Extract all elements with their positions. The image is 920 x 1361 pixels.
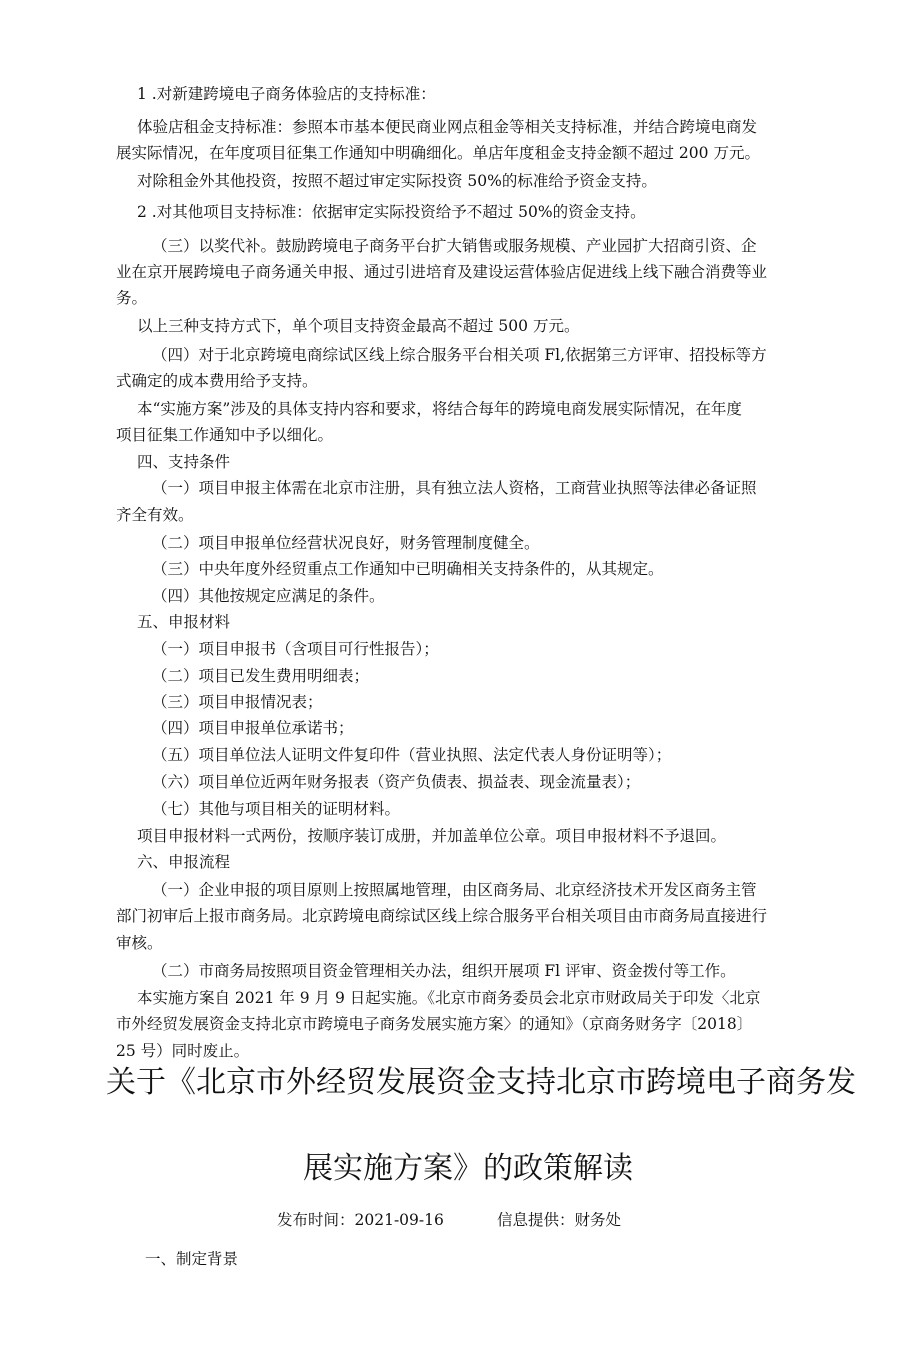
paragraph: 本实施方案自 2021 年 9 月 9 日起实施。《北京市商务委员会北京市财政局关于印发〈北京 <box>137 989 761 1007</box>
paragraph: （三）以奖代补。鼓励跨境电子商务平台扩大销售或服务规模、产业园扩大招商引资、企 <box>152 237 757 255</box>
paragraph: （四）其他按规定应满足的条件。 <box>152 587 385 605</box>
paragraph: 审核。 <box>116 934 163 952</box>
paragraph: 本“实施方案”涉及的具体支持内容和要求，将结合每年的跨境电商发展实际情况，在年度 <box>137 400 742 418</box>
paragraph: 项目征集工作通知中予以细化。 <box>116 426 334 444</box>
paragraph: 项目申报材料一式两份，按顺序装订成册，并加盖单位公章。项目申报材料不予退回。 <box>137 827 727 845</box>
article-title-line-1: 关于《北京市外经贸发展资金支持北京市跨境电子商务发 <box>106 1065 856 1100</box>
paragraph: 25 号）同时废止。 <box>116 1042 250 1060</box>
list-item: （五）项目单位法人证明文件复印件（营业执照、法定代表人身份证明等）； <box>152 746 672 764</box>
list-item: （六）项目单位近两年财务报表（资产负债表、损益表、现金流量表）； <box>152 773 641 791</box>
section-heading: 一、制定背景 <box>145 1250 239 1268</box>
paragraph: 市外经贸发展资金支持北京市跨境电子商务发展实施方案〉的通知》（京商务财务字〔2018〕 <box>116 1015 753 1033</box>
paragraph: （三）中央年度外经贸重点工作通知中已明确相关支持条件的，从其规定。 <box>152 560 664 578</box>
paragraph: 齐全有效。 <box>116 506 194 524</box>
section-heading: 六、申报流程 <box>137 853 231 871</box>
paragraph: 展实际情况，在年度项目征集工作通知中明确细化。单店年度租金支持金额不超过 200 万元。 <box>116 144 760 162</box>
article-title-line-2: 展实施方案》的政策解读 <box>303 1151 633 1186</box>
paragraph: 以上三种支持方式下，单个项目支持资金最高不超过 500 万元。 <box>137 317 580 335</box>
paragraph: 部门初审后上报市商务局。北京跨境电商综试区线上综合服务平台相关项目由市商务局直接进行 <box>116 907 768 925</box>
list-item: （七）其他与项目相关的证明材料。 <box>152 800 401 818</box>
paragraph: 体验店租金支持标准：参照本市基本便民商业网点租金等相关支持标准，并结合跨境电商发 <box>137 118 758 136</box>
section-heading: 五、申报材料 <box>137 613 231 631</box>
paragraph: 业在京开展跨境电子商务通关申报、通过引进培育及建设运营体验店促进线上线下融合消费等业 <box>116 263 768 281</box>
paragraph: （一）项目申报主体需在北京市注册，具有独立法人资格，工商营业执照等法律必备证照 <box>152 479 757 497</box>
paragraph: 2 .对其他项目支持标准：依据审定实际投资给予不超过 50%的资金支持。 <box>137 203 646 221</box>
paragraph: （一）企业申报的项目原则上按照属地管理，由区商务局、北京经济技术开发区商务主管 <box>152 881 757 899</box>
list-item: （一）项目申报书（含项目可行性报告）； <box>152 640 439 658</box>
paragraph: （四）对于北京跨境电商综试区线上综合服务平台相关项 Fl,依据第三方评审、招投标等方 <box>152 346 767 364</box>
paragraph: 式确定的成本费用给予支持。 <box>116 372 318 390</box>
paragraph: 对除租金外其他投资，按照不超过审定实际投资 50%的标准给予资金支持。 <box>137 172 657 190</box>
paragraph: （二）项目申报单位经营状况良好，财务管理制度健全。 <box>152 534 540 552</box>
list-item: （四）项目申报单位承诺书； <box>152 719 354 737</box>
paragraph: （二）市商务局按照项目资金管理相关办法，组织开展项 Fl 评审、资金拨付等工作。 <box>152 962 736 980</box>
list-item: （三）项目申报情况表； <box>152 693 323 711</box>
section-heading: 四、支持条件 <box>137 453 231 471</box>
list-item: （二）项目已发生费用明细表； <box>152 667 370 685</box>
paragraph: 务。 <box>116 289 148 307</box>
info-provider: 信息提供：财务处 <box>497 1211 622 1229</box>
paragraph: 1 .对新建跨境电子商务体验店的支持标准： <box>137 85 436 103</box>
publish-time: 发布时间：2021-09-16 <box>277 1211 444 1229</box>
